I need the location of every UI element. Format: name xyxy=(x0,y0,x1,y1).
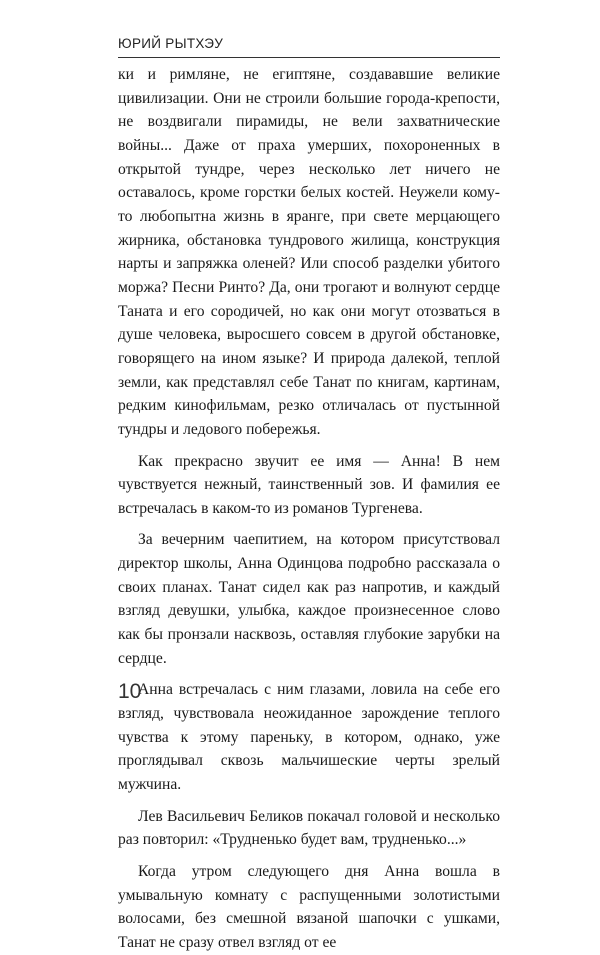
paragraph: Лев Васильевич Беликов покачал головой и несколько раз повторил: «Трудненько будет вам, трудненько...» xyxy=(118,807,500,849)
paragraph: Когда утром следующего дня Анна вошла в умывальную комнату с распущенными золотистыми волосами, без смешной вязаной шапочки с ушками, Танат не сразу отвел взгляд от ее xyxy=(118,863,500,951)
header-author: ЮРИЙ РЫТХЭУ xyxy=(118,36,224,51)
body-text xyxy=(118,63,500,955)
paragraph: За вечерним чаепитием, на котором присутствовал директор школы, Анна Одинцова подробно рассказала о своих планах. Танат сидел как раз напротив, и каждый взгляд девушки, улыбка, каждое произнесенное слово как бы пронзали насквозь, оставляя глубокие зарубки на сердце. xyxy=(118,531,500,667)
paragraph: Анна встречалась с ним глазами, ловила на себе его взгляд, чувствовала неожиданное зарождение теплого чувства к этому пареньку, в котором, однако, уже проглядывал сквозь мальчишеские черты зрелый мужчина. xyxy=(118,681,500,794)
paragraph: Как прекрасно звучит ее имя — Анна! В нем чувствуется нежный, таинственный зов. И фамилия ее встречалась в каком-то из романов Тургенева. xyxy=(118,452,500,517)
page-number: 10 xyxy=(118,680,142,703)
running-header xyxy=(118,33,500,58)
paragraph: ки и римляне, не египтяне, создававшие великие цивилизации. Они не строили большие города-крепости, не воздвигали пирамиды, не вели захватнические войны... Даже от праха умерших, похороненных в открытой тундре, через несколько лет ничего не оставалось, кроме горстки белых костей. Неужели кому-то любопытна жизнь в яранге, при свете мерцающего жирника, обстановка тундрового жилища, конструкция нарты и запряжка оленей? Или способ разделки убитого моржа? Песни Ринто? Да, они трогают и волнуют сердце Таната и его сородичей, но как они могут отозваться в душе человека, выросшего совсем в другой обстановке, говорящего на ином языке? И природа далекой, теплой земли, как представлял себе Танат по книгам, картинам, редким кинофильмам, резко отличалась от пустынной тундры и ледового побережья. xyxy=(118,66,500,438)
